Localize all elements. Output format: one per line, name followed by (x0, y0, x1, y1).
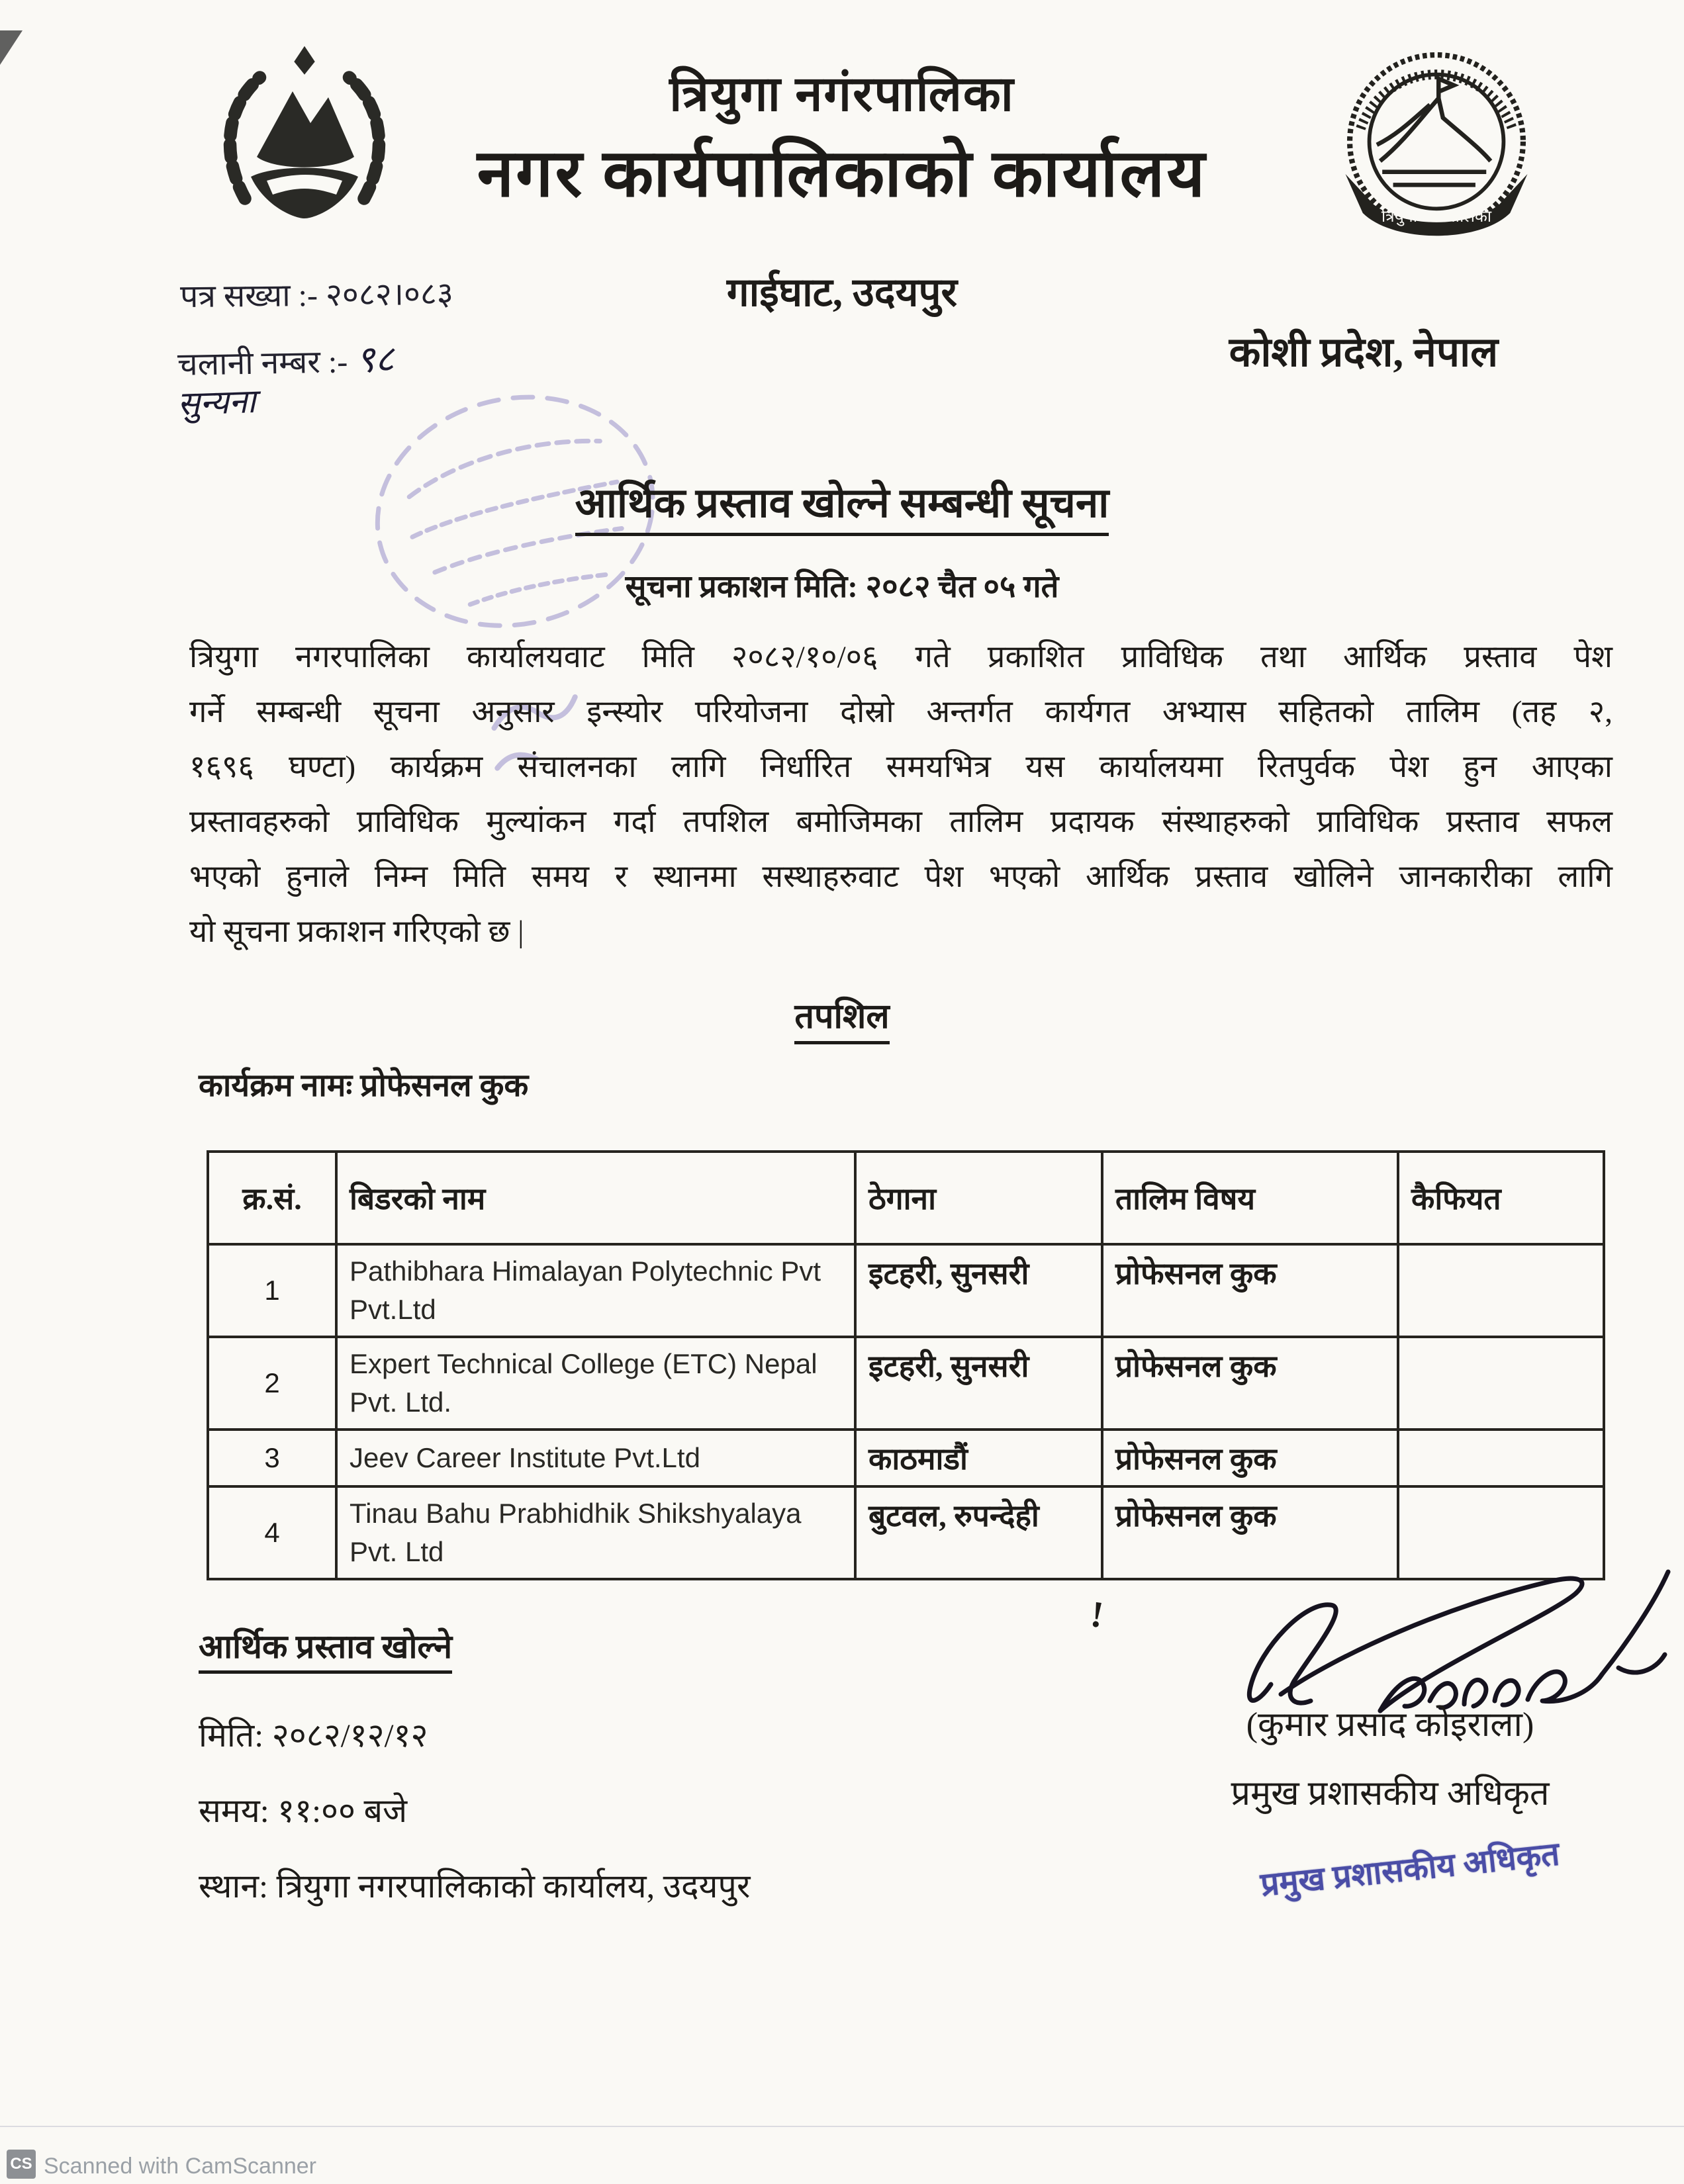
bidder-cell: Tinau Bahu Prabhidhik Shikshyalaya Pvt. Ltd (336, 1486, 855, 1579)
office-name: नगर कार्यपालिकाको कार्यालय (477, 137, 1207, 210)
body-line: यो सूचना प्रकाशन गरिएको छ | (189, 915, 524, 949)
address-cell: इटहरी, सुनसरी (855, 1337, 1102, 1430)
bidder-cell: Jeev Career Institute Pvt.Ltd (336, 1430, 855, 1486)
col-bidder-name: बिडरको नाम (336, 1152, 855, 1244)
notice-title: आर्थिक प्रस्ताव खोल्ने सम्बन्धी सूचना (0, 474, 1684, 529)
table-row (208, 1244, 1604, 1337)
bidder-cell: Expert Technical College (ETC) Nepal Pvt. Ltd. (336, 1337, 855, 1430)
subject-cell: प्रोफेसनल कुक (1102, 1486, 1398, 1579)
serial-cell: 4 (208, 1486, 336, 1579)
opening-heading: आर्थिक प्रस्ताव खोल्ने (199, 1623, 452, 1668)
stray-mark: ! (1088, 1594, 1106, 1636)
opening-time-line: समय: ११:०० बजे (199, 1792, 408, 1829)
scan-divider-line (0, 2126, 1684, 2127)
opening-date-line: मिति: २०८२/१२/१२ (199, 1717, 428, 1754)
signatory-name: (कुमार प्रसाद कोइराला) (1246, 1706, 1534, 1744)
details-heading: तपशिल (0, 991, 1684, 1038)
address-cell: बुटवल, रुपन्देही (855, 1486, 1102, 1579)
serial-cell: 2 (208, 1337, 336, 1430)
dispatch-number-value: ९८ (355, 339, 395, 381)
remarks-cell (1398, 1244, 1604, 1337)
program-name-line: कार्यक्रम नामः प्रोफेसनल कुक (199, 1068, 529, 1103)
col-remarks: कैफियत (1398, 1152, 1604, 1244)
table-row (208, 1337, 1604, 1430)
camscanner-icon: CS (7, 2150, 36, 2179)
col-serial: क्र.सं. (208, 1152, 336, 1244)
bidders-table (207, 1150, 1605, 1580)
remarks-cell (1398, 1337, 1604, 1430)
body-line: गर्ने सम्बन्धी सूचना अनुसार इन्स्योर परियोजना दोस्रो अन्तर्गत कार्यगत अभ्यास सहितको तालिम (तह २, (189, 695, 1613, 729)
dispatch-number-label: चलानी नम्बर :- (177, 344, 348, 383)
camscanner-watermark: Scanned with CamScanner (44, 2154, 317, 2179)
handwritten-note: सुन्यना (177, 382, 257, 423)
province-line: कोशी प्रदेश, नेपाल (1229, 330, 1499, 375)
body-line: प्रस्तावहरुको प्राविधिक मुल्यांकन गर्दा तपशिल बमोजिमका तालिम प्रदायक संस्थाहरुको प्राविधिक प्रस्ताव सफल (189, 805, 1613, 839)
opening-venue-line: स्थान: त्रियुगा नगरपालिकाको कार्यालय, उदयपुर (199, 1868, 751, 1905)
body-line: १६९६ घण्टा) कार्यक्रम संचालनका लागि निर्धारित समयभित्र यस कार्यालयमा रितपुर्वक पेश हुन आएका (189, 750, 1613, 784)
subject-cell: प्रोफेसनल कुक (1102, 1337, 1398, 1430)
col-address: ठेगाना (855, 1152, 1102, 1244)
table-row (208, 1430, 1604, 1486)
serial-cell: 1 (208, 1244, 336, 1337)
subject-cell: प्रोफेसनल कुक (1102, 1244, 1398, 1337)
publish-date-line: सूचना प्रकाशन मिति: २०८२ चैत ०५ गते (625, 570, 1059, 604)
address-cell: इटहरी, सुनसरी (855, 1244, 1102, 1337)
seal-ribbon-text: त्रियुगा नगरपालिका (1381, 208, 1492, 226)
address-cell: काठमाडौं (855, 1430, 1102, 1486)
letter-number-line: पत्र सख्या :- २०८२।०८३ (179, 276, 454, 315)
bidder-cell: Pathibhara Himalayan Polytechnic Pvt Pvt.Ltd (336, 1244, 855, 1337)
serial-cell: 3 (208, 1430, 336, 1486)
col-training-subject: तालिम विषय (1102, 1152, 1398, 1244)
municipality-name: त्रियुगा नगंरपालिका (669, 68, 1015, 122)
office-address: गाईघाट, उदयपुर (726, 271, 958, 314)
signatory-designation: प्रमुख प्रशासकीय अधिकृत (1231, 1775, 1550, 1813)
body-line: त्रियुगा नगरपालिका कार्यालयवाट मिति २०८२/१०/०६ गते प्रकाशित प्राविधिक तथा आर्थिक प्रस्ताव पेश (189, 640, 1613, 674)
table-header-row (208, 1152, 1604, 1244)
subject-cell: प्रोफेसनल कुक (1102, 1430, 1398, 1486)
body-line: भएको हुनाले निम्न मिति समय र स्थानमा सस्थाहरुवाट पेश भएको आर्थिक प्रस्ताव खोलिने जानकारीका लागि (189, 860, 1613, 894)
remarks-cell (1398, 1430, 1604, 1486)
notice-body (189, 630, 1613, 960)
designation-stamp: प्रमुख प्रशासकीय अधिकृत (1258, 1835, 1562, 1903)
